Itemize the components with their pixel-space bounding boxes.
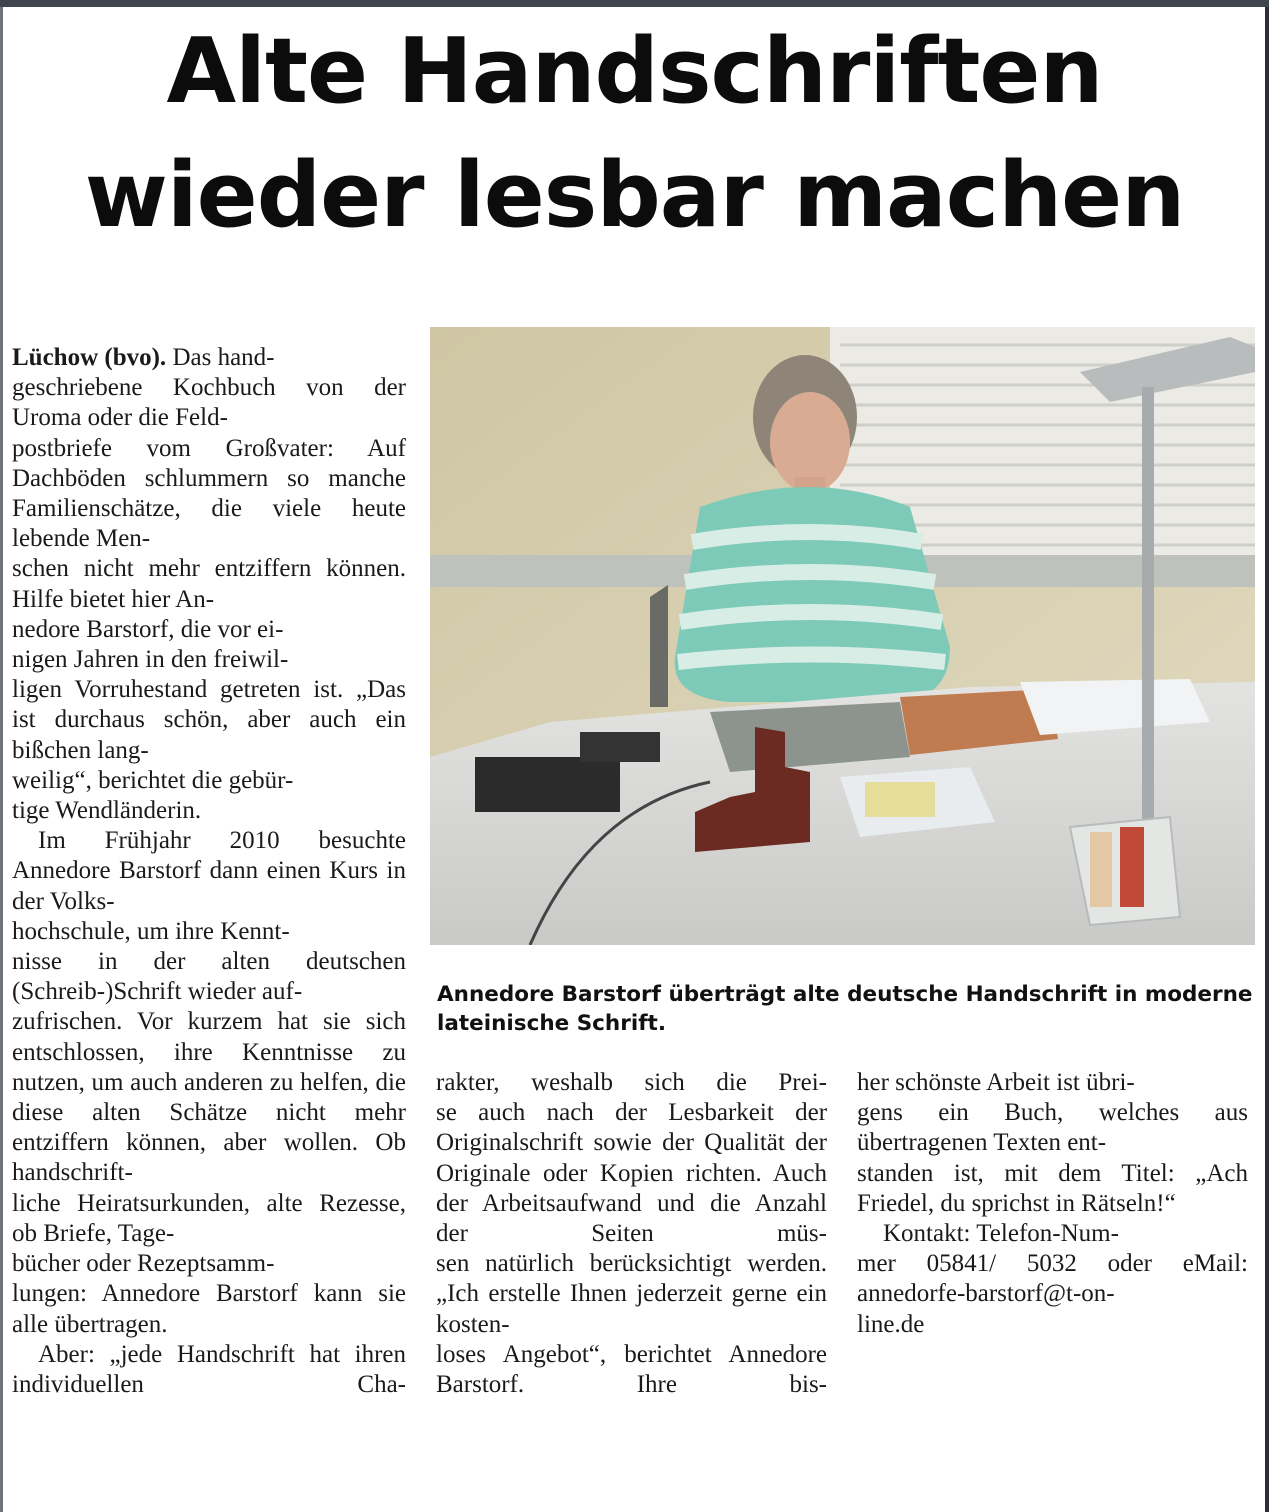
paragraph-3: Aber: „jede Handschrift hat ihren individuellen Cha- xyxy=(12,1340,406,1398)
lines-p1: Das hand- geschriebene Kochbuch von der Uroma oder die Feld- postbriefe vom Großvater: Auf Dachböden schlummern so manche Familienschätze, die viele heute lebende Men- schen nicht mehr entziffern können. Hilfe bietet hier An- nedore Barstorf, die vor ei- nigen Jahren in den freiwil- ligen Vorruhestand getreten ist. „Das ist durchaus schön, aber auch ein bißchen lang- weilig“, berichtet die gebür- tige Wendländerin. xyxy=(12,344,407,825)
page-frame-top xyxy=(0,0,1269,7)
chair xyxy=(650,585,668,707)
stapler xyxy=(475,757,620,812)
headline-line-2: wieder lesbar machen xyxy=(84,143,1185,248)
photo-caption: Annedore Barstorf überträgt alte deutsche Handschrift in moderne lateinische Schrift. xyxy=(437,982,1253,1036)
paragraph-5: her schönste Arbeit ist übri- gens ein Buch, welches aus übertragenen Texten ent- standen ist, mit dem Titel: „Ach Friedel, du sprichst in Rätseln!“ xyxy=(857,1069,1248,1217)
article-photo xyxy=(430,327,1255,945)
paragraph-1 xyxy=(12,343,406,826)
text-column-3 xyxy=(857,1068,1248,1340)
text-column-1 xyxy=(12,343,406,1400)
sweater xyxy=(675,487,950,702)
text-column-2 xyxy=(436,1068,827,1400)
lamp-pole xyxy=(1142,387,1154,827)
paragraph-2: Im Frühjahr 2010 besuchte Annedore Barstorf dann einen Kurs in der Volks- hochschule, um ihre Kennt- nisse in der alten deutschen (Schreib-)Schrift wieder auf- zufrischen. Vor kurzem hat sie sich entschlossen, ihre Kenntnisse zu nutzen, um auch anderen zu helfen, die diese alten Schätze nicht mehr entziffern können, aber wollen. Ob handschrift- liche Heiratsurkunden, alte Rezesse, ob Briefe, Tage- bücher oder Rezeptsamm- lungen: Annedore Barstorf kann sie alle übertragen. xyxy=(12,827,407,1338)
paragraph-6: Kontakt: Telefon-Num- mer 05841/ 5032 oder eMail: annedorfe-barstorf@t-on- line.de xyxy=(857,1220,1248,1338)
paragraph-4: rakter, weshalb sich die Prei- se auch nach der Lesbarkeit der Originalschrift sowie der Qualität der Originale oder Kopien richten. Auch der Arbeitsaufwand und die Anzahl der Seiten müs- sen natürlich berücksichtigt werden. „Ich erstelle Ihnen jederzeit gerne ein kosten- loses Angebot“, berichtet Annedore Barstorf. Ihre bis- xyxy=(436,1069,828,1399)
dateline: Lüchow (bvo). xyxy=(12,344,167,371)
headline-line-1: Alte Handschriften xyxy=(166,19,1103,124)
